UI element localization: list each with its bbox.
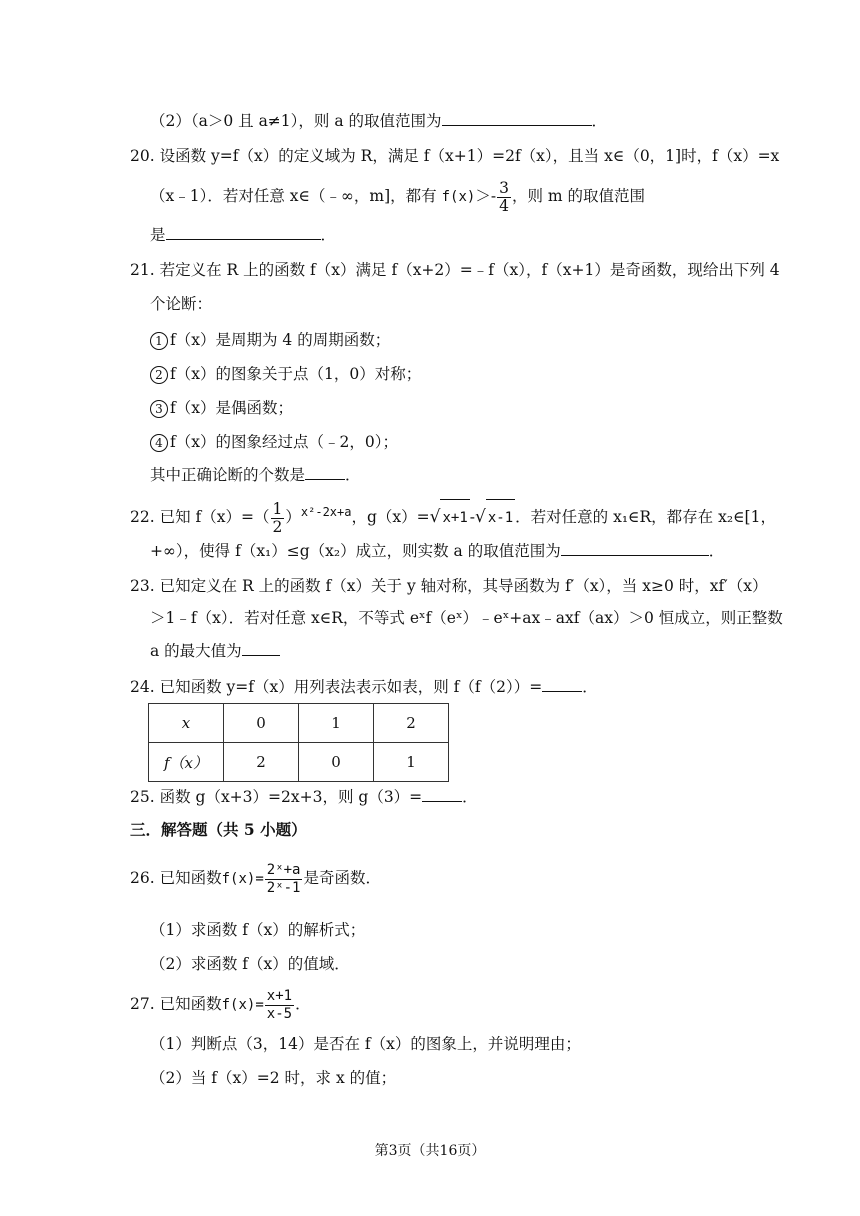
question-number: 25. [130,788,155,806]
question-number: 23. [130,577,155,595]
q25-line-1: 25. 函数 g（x+3）=2x+3，则 g（3）= ． [130,788,478,806]
q21-item-1 [150,330,390,350]
circled-number: 1 [150,332,168,350]
q19-text: （2）（a＞0 且 a≠1），则 a 的取值范围为 [150,112,442,130]
question-number: 27. [130,995,155,1013]
q20-text: 是 [150,226,166,244]
q27-line-1 [130,984,311,1025]
sqrt-radicand: x-1 [486,499,515,536]
q26-text: 是奇函数． [303,869,381,887]
q20-line-1 [130,146,779,166]
fx-expression: f(x)= [221,871,264,887]
q24-text: 已知函数 y=f（x）用列表法表示如表，则 f（f（2））= [159,678,543,696]
item-text: f（x）是周期为 4 的周期函数； [170,331,391,349]
answer-blank [442,110,592,126]
table-row [149,704,449,743]
fraction [265,988,294,1023]
item-text: f（x）的图象关于点（1，0）对称； [170,365,422,383]
q23-line-1 [130,576,768,596]
table-cell: 1 [299,704,374,743]
q22-text: 已知 f（x）=（ [159,508,270,526]
q21-item-3 [150,398,293,418]
item-text: f（x）是偶函数； [170,399,293,417]
q27-sub-1 [150,1034,581,1054]
table-cell: f（x） [149,743,224,782]
section-heading: 三．解答题（共 5 小题） [130,820,307,839]
q22-line-1 [130,494,776,536]
sqrt-sign: √ [429,507,441,527]
table-row [149,743,449,782]
fraction [271,501,285,536]
fraction-denominator: 2ˣ-1 [266,879,301,896]
question-number: 20. [130,147,155,165]
q21-item-4 [150,432,398,452]
answer-blank [542,676,582,692]
circled-number: 3 [150,400,168,418]
table-cell: 0 [224,704,299,743]
item-text: f（x）的图象经过点（﹣2，0）； [170,433,398,451]
q24-line-1: 24. 已知函数 y=f（x）用列表法表示如表，则 f（f（2））= ． [130,678,598,696]
question-number: 22. [130,508,155,526]
q23-text: ＞1﹣f（x）．若对任意 x∈R，不等式 eˣf（eˣ）﹣eˣ+ax﹣axf（ax）＞0 恒成立，则正整数 [150,609,783,627]
q21-text: 其中正确论断的个数是 [150,466,306,484]
fraction-numerator: 1 [272,499,283,518]
q27-text: ． [295,995,311,1013]
fraction [497,180,511,215]
inequality-sign: ＞- [475,187,497,205]
fraction-numerator: 3 [499,178,509,197]
answer-blank [305,464,345,480]
q20-text: （x﹣1）．若对任意 x∈（﹣∞，m]，都有 [150,187,437,205]
q27-text: （1）判断点（3，14）是否在 f（x）的图象上，并说明理由； [150,1035,581,1053]
answer-blank [422,786,462,802]
fraction [265,862,303,897]
fraction-denominator: 4 [499,196,509,215]
q21-line-1 [130,260,780,280]
q22-line-2: +∞），使得 f（x₁）≤g（x₂）成立，则实数 a 的取值范围为 ． [150,542,725,560]
q20-text: ，则 m 的取值范围 [511,187,645,205]
q19-line-2: （2）（a＞0 且 a≠1），则 a 的取值范围为 ． [150,112,608,130]
sqrt-radicand: x+1 [440,499,469,536]
q27-sub-2 [150,1068,396,1088]
exponent: x²-2x+a [300,505,352,519]
table-cell: 2 [224,743,299,782]
table-cell: 2 [374,704,449,743]
answer-blank [166,224,321,240]
q27-text: （2）当 f（x）=2 时，求 x 的值； [150,1069,397,1087]
table-cell: x [149,704,224,743]
q26-text: 已知函数 [159,869,222,887]
q26-text: （1）求函数 f（x）的解析式； [150,921,366,939]
q22-text: ） [285,508,301,526]
q23-line-2 [150,608,783,628]
q22-text: +∞），使得 f（x₁）≤g（x₂）成立，则实数 a 的取值范围为 [150,542,561,560]
q27-text: 已知函数 [159,995,222,1013]
fraction-denominator: x-5 [266,1005,293,1022]
q25-text: 函数 g（x+3）=2x+3，则 g（3）= [159,788,423,806]
page-footer: 第3页（共16页） [374,1143,486,1159]
table-cell: 1 [374,743,449,782]
circled-number: 2 [150,366,168,384]
question-number: 21. [130,261,155,279]
sqrt-sign: √ [475,507,486,527]
q23-text: a 的最大值为 [150,642,242,660]
question-number: 24. [130,678,155,696]
fraction-numerator: 2ˣ+a [266,861,301,878]
q26-line-1 [130,856,381,901]
q21-text: 若定义在 R 上的函数 f（x）满足 f（x+2）=﹣f（x），f（x+1）是奇函数，现给出下列 4 [159,261,780,279]
q23-text: 已知定义在 R 上的函数 f（x）关于 y 轴对称，其导函数为 f′（x），当 x≥0 时，xf′（x） [159,577,768,595]
q22-text: ，g（x）= [351,508,430,526]
table-cell: 0 [299,743,374,782]
q26-text: （2）求函数 f（x）的值域． [150,955,350,973]
q26-sub-1 [150,920,365,940]
answer-blank [242,640,280,656]
q21-item-2 [150,364,421,384]
fraction-numerator: x+1 [266,987,293,1004]
q23-line-3 [150,640,280,661]
question-number: 26. [130,869,155,887]
minus-sign: - [469,508,476,526]
circled-number: 4 [150,434,168,452]
q20-text: 设函数 y=f（x）的定义域为 R，满足 f（x+1）=2f（x），且当 x∈（0，1]时，f（x）=x [159,147,780,165]
fx-expression: f(x) [441,189,476,205]
fraction-denominator: 2 [272,517,283,536]
q21-line-7: 其中正确论断的个数是 ． [150,466,361,484]
q26-sub-2 [150,954,350,974]
q20-line-3: 是 ． [150,226,337,244]
function-table [148,703,449,782]
fx-expression: f(x)= [221,997,264,1013]
q20-line-2 [150,178,645,215]
answer-blank [561,540,709,556]
q21-text: 个论断： [150,295,213,313]
q21-line-2 [150,294,212,314]
q22-text: ．若对任意的 x₁∈R，都存在 x₂∈[1， [515,508,776,526]
